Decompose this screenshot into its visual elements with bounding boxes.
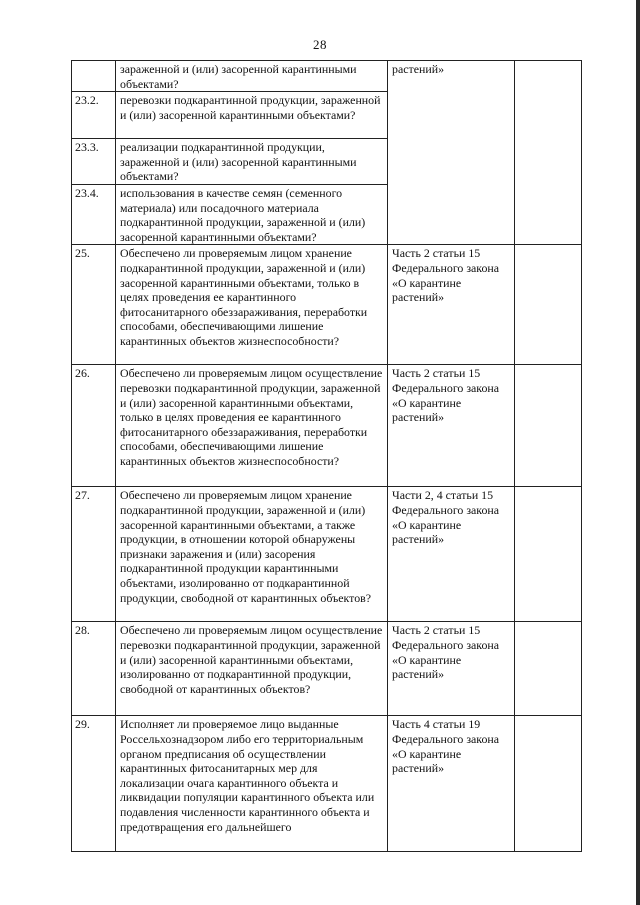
answer-cell xyxy=(515,716,582,852)
row-number-cell: 23.4. xyxy=(72,184,116,244)
page-number: 28 xyxy=(313,37,327,52)
row-number-cell: 28. xyxy=(72,622,116,716)
reference-cell: Часть 2 статьи 15 Федерального закона «О карантине растений» xyxy=(388,245,515,365)
reference-cell: Часть 4 статьи 19 Федерального закона «О карантине растений» xyxy=(388,716,515,852)
row-number-cell: 25. xyxy=(72,245,116,365)
table-row xyxy=(72,245,582,365)
answer-cell xyxy=(515,245,582,365)
question-cell: Обеспечено ли проверяемым лицом осуществление перевозки подкарантинной продукции, зараженной и (или) засоренной карантинными объектами, только в целях проведения ее карантинного фитосанитарного обеззараживания, переработки способами, обеспечивающими лишение карантинных объектов жизнеспособности? xyxy=(116,365,388,487)
reference-cell: Часть 2 статьи 15 Федерального закона «О карантине растений» xyxy=(388,365,515,487)
question-cell: перевозки подкарантинной продукции, зараженной и (или) засоренной карантинными объектами? xyxy=(116,92,388,139)
checklist-table xyxy=(71,60,582,852)
row-number-cell: 29. xyxy=(72,716,116,852)
table-row xyxy=(72,365,582,487)
row-number-cell: 26. xyxy=(72,365,116,487)
table-row xyxy=(72,61,582,92)
scan-edge-shadow xyxy=(636,0,640,905)
reference-cell: Часть 2 статьи 15 Федерального закона «О карантине растений» xyxy=(388,622,515,716)
question-cell: зараженной и (или) засоренной карантинными объектами? xyxy=(116,61,388,92)
question-cell: Обеспечено ли проверяемым лицом хранение подкарантинной продукции, зараженной и (или) засоренной карантинными объектами, а также продукции, в отношении которой обнаружены признаки заражения и (или) засорения подкарантинной продукции карантинными объектами, изолированно от подкарантинной продукции, свободной от карантинных объектов? xyxy=(116,487,388,622)
table-row xyxy=(72,487,582,622)
answer-cell xyxy=(515,365,582,487)
question-cell: Обеспечено ли проверяемым лицом хранение подкарантинной продукции, зараженной и (или) засоренной карантинными объектами, только в целях проведения ее карантинного фитосанитарного обеззараживания, переработки способами, обеспечивающими лишение карантинных объектов жизнеспособности? xyxy=(116,245,388,365)
table-row xyxy=(72,622,582,716)
reference-cell: Части 2, 4 статьи 15 Федерального закона «О карантине растений» xyxy=(388,487,515,622)
question-cell: Обеспечено ли проверяемым лицом осуществление перевозки подкарантинной продукции, зараженной и (или) засоренной карантинными объектами, изолированно от подкарантинной продукции, свободной от карантинных объектов? xyxy=(116,622,388,716)
row-number-cell: 23.2. xyxy=(72,92,116,139)
row-number-cell: 23.3. xyxy=(72,139,116,185)
reference-cell: растений» xyxy=(388,61,515,245)
row-number-cell: 27. xyxy=(72,487,116,622)
answer-cell xyxy=(515,487,582,622)
question-cell: реализации подкарантинной продукции, зараженной и (или) засоренной карантинными объектами? xyxy=(116,139,388,185)
row-number-cell xyxy=(72,61,116,92)
answer-cell xyxy=(515,61,582,245)
answer-cell xyxy=(515,622,582,716)
table-row xyxy=(72,716,582,852)
question-cell: Исполняет ли проверяемое лицо выданные Россельхознадзором либо его территориальным органом предписания об осуществлении карантинных фитосанитарных мер для локализации очага карантинного объекта и ликвидации популяции карантинного объекта или подавления численности карантинного объекта и предотвращения его дальнейшего xyxy=(116,716,388,852)
question-cell: использования в качестве семян (семенного материала) или посадочного материала подкарантинной продукции, зараженной и (или) засоренной карантинными объектами? xyxy=(116,184,388,244)
